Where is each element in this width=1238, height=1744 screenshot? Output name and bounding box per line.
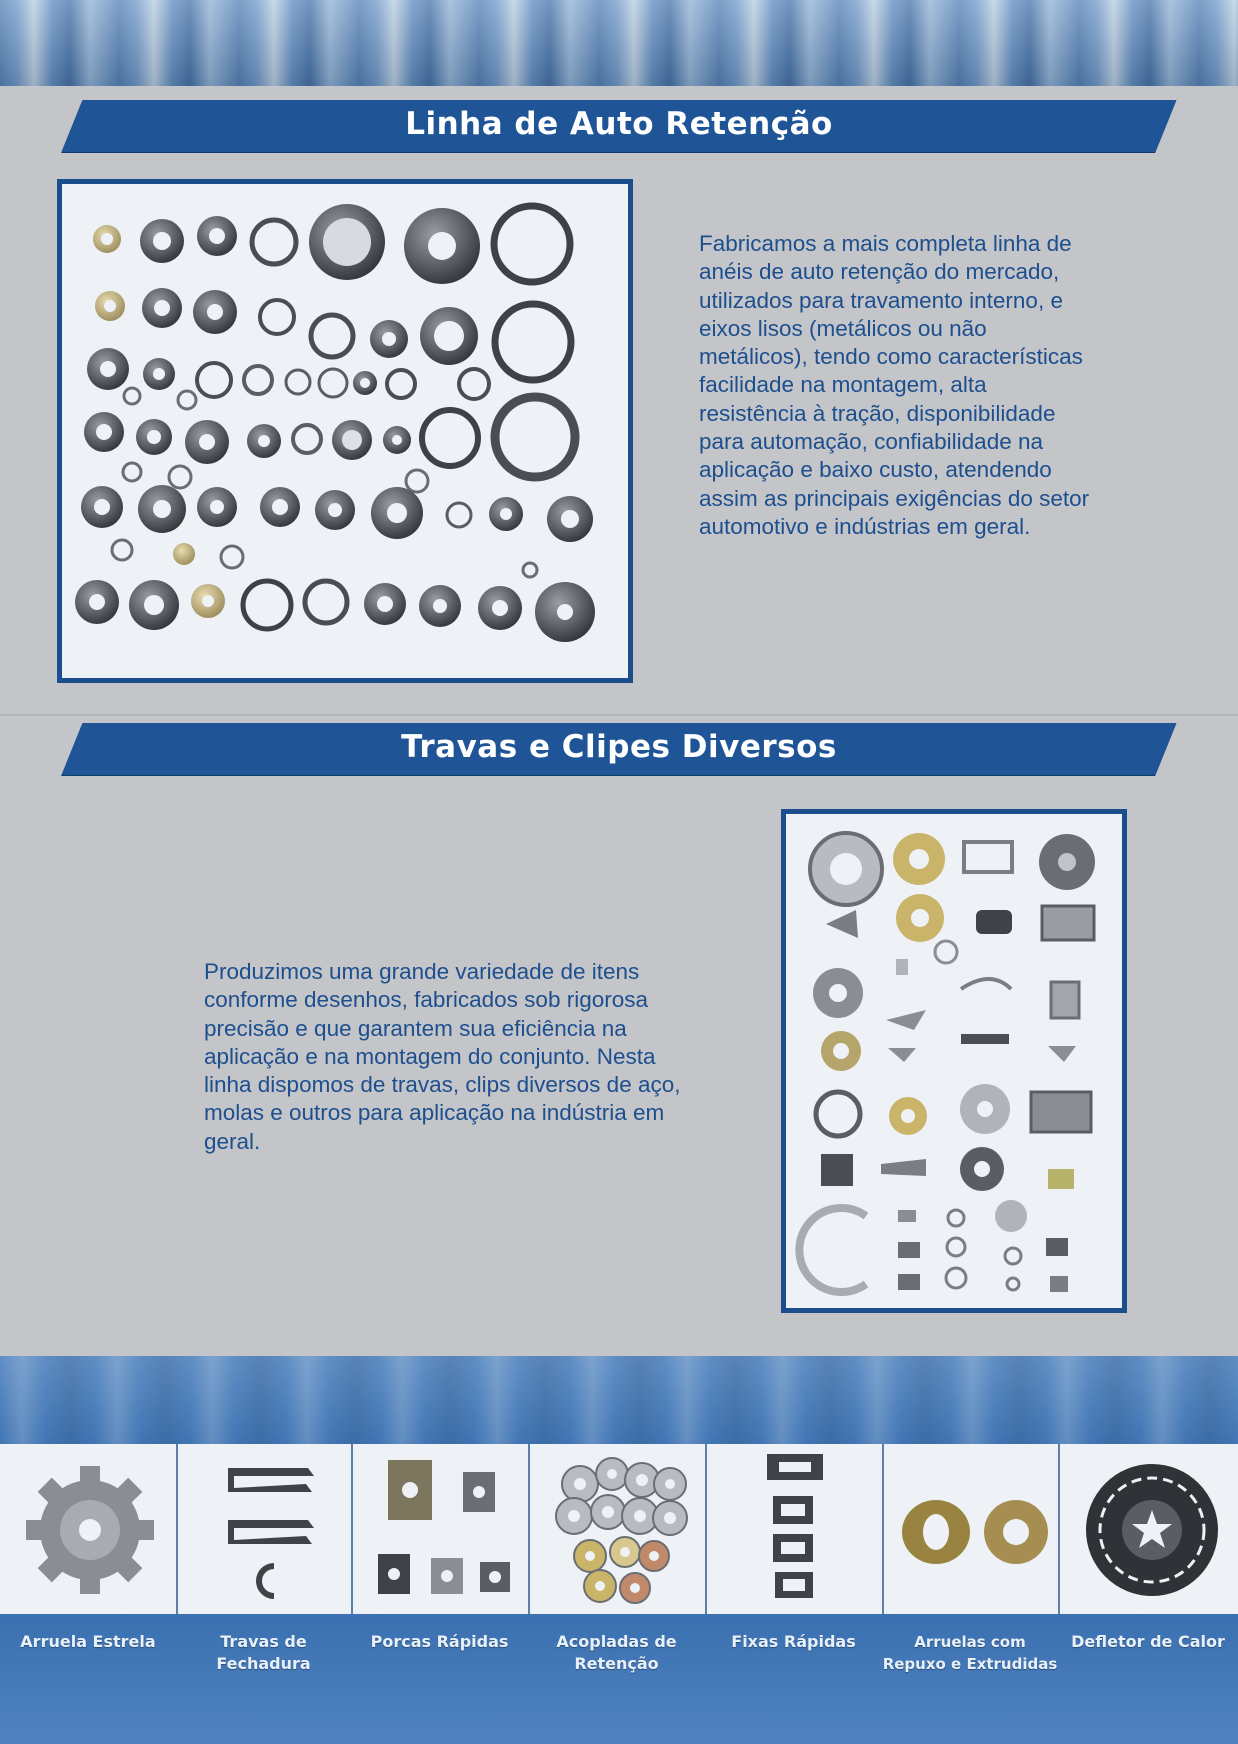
product-label-travas-fechadura: Travas de Fechadura [216, 1632, 311, 1673]
product-label-defletor-calor: Defletor de Calor [1071, 1632, 1225, 1651]
product-label-acopladas-retencao: Acopladas de Retenção [556, 1632, 677, 1673]
bottom-decorative-stripes [0, 1356, 1238, 1446]
product-label-fixas-rapidas: Fixas Rápidas [731, 1632, 856, 1651]
product-label-arruelas-repuxo: Arruelas com Repuxo e Extrudidas [882, 1633, 1058, 1673]
product-label-porcas-rapidas: Porcas Rápidas [370, 1632, 509, 1651]
section1-title: Linha de Auto Retenção [405, 106, 833, 142]
product-defletor-calor-image [1058, 1444, 1238, 1614]
section2-title: Travas e Clipes Diversos [401, 729, 837, 765]
product-arruela-estrela-image [0, 1444, 176, 1614]
clips-photo [781, 809, 1127, 1313]
product-porcas-rapidas-image [351, 1444, 530, 1614]
product-fixas-rapidas-image [705, 1444, 884, 1614]
product-arruelas-repuxo-image [882, 1444, 1060, 1614]
section2-description: Produzimos uma grande variedade de itens conforme desenhos, fabricados sob rigorosa precisão e que garantem sua eficiência na aplicação e na montagem do conjunto. Nesta linha dispomos de travas, clips diversos de aço, molas e outros para aplicação na indústria em geral. [204, 959, 681, 1154]
retaining-rings-photo [57, 179, 633, 683]
retaining-rings-image [62, 184, 628, 678]
product-label-arruela-estrela: Arruela Estrela [20, 1632, 156, 1651]
section1-description: Fabricamos a mais completa linha de anéis de auto retenção do mercado, utilizados para travamento interno, e eixos lisos (metálicos ou não metálicos), tendo como características facilidade na montagem, alta resistência à tração, disponibilidade para automação, confiabilidade na aplicação e baixo custo, atendendo assim as principais exigências do setor automotivo e indústrias em geral. [699, 231, 1090, 539]
product-travas-fechadura-image [176, 1444, 353, 1614]
section-divider [0, 714, 1238, 716]
product-acopladas-retencao-image [528, 1444, 707, 1614]
clips-image [786, 814, 1122, 1308]
top-decorative-band [0, 0, 1238, 86]
